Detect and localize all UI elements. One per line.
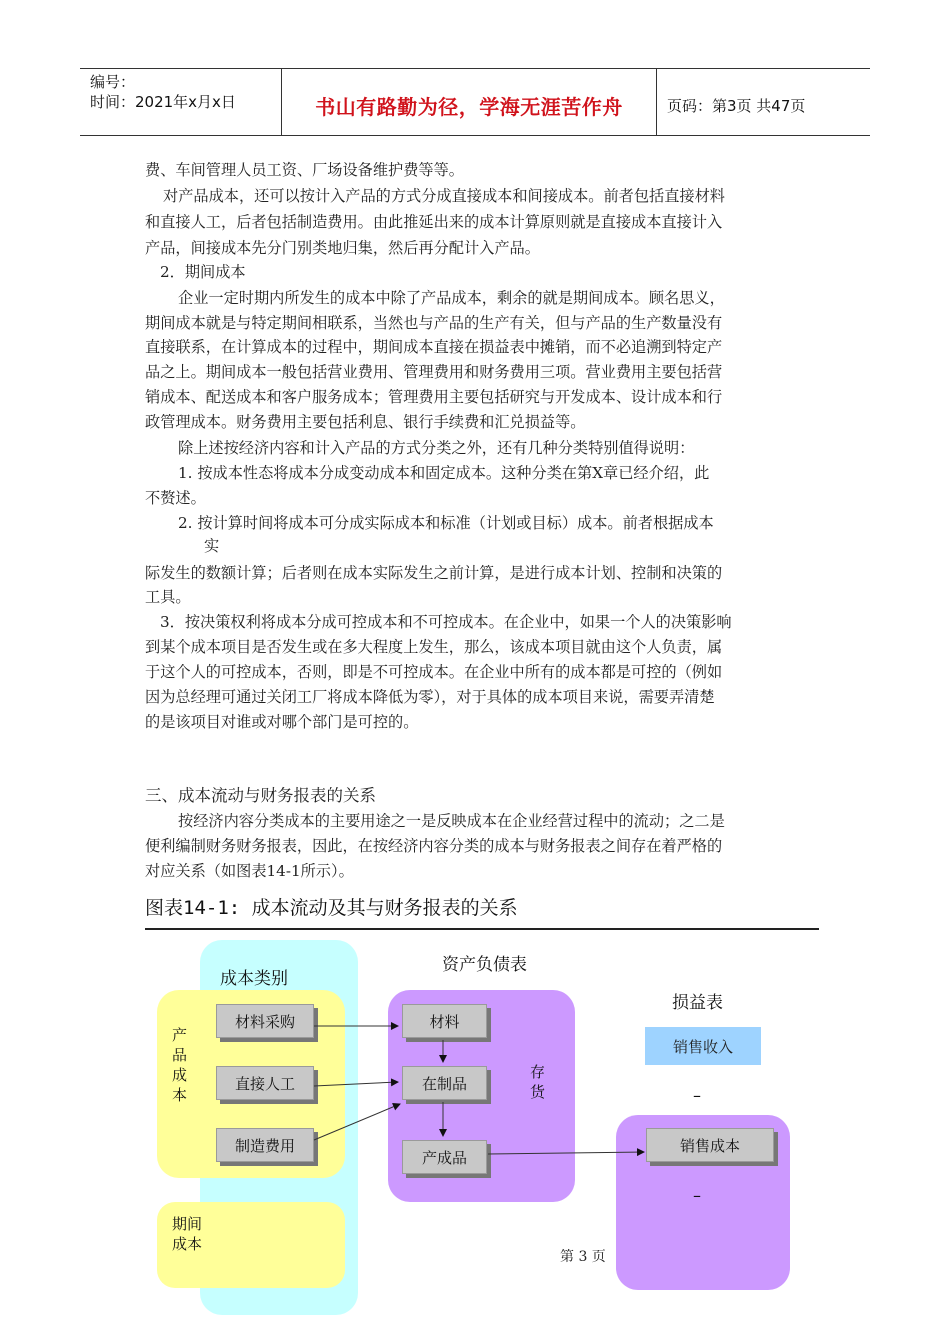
page-info: 页码：第3页 共47页 (667, 97, 806, 115)
body-line: 期间成本就是与特定期间相联系，当然也与产品的生产有关，但与产品的生产数量没有 (145, 314, 723, 332)
body-line: 因为总经理可通过关闭工厂将成本降低为零），对于具体的成本项目来说，需要弄清楚 (145, 688, 715, 706)
cost-of-sales-box: 销售成本 (646, 1128, 774, 1162)
body-line: 直接联系，在计算成本的过程中，期间成本直接在损益表中摊销，而不必追溯到特定产 (145, 338, 723, 356)
document-number: 编号： (90, 73, 136, 91)
body-line: 品之上。期间成本一般包括营业费用、管理费用和财务费用三项。营业费用主要包括营 (145, 363, 723, 381)
sales-revenue-box: 销售收入 (645, 1027, 761, 1065)
arrow-overhead-to-wip (314, 1104, 400, 1140)
body-line: 企业一定时期内所发生的成本中除了产品成本，剩余的就是期间成本。顾名思义， (178, 289, 725, 307)
arrow-finished-to-cost-of-sales (488, 1152, 644, 1154)
materials-purchase-box: 材料采购 (216, 1004, 314, 1038)
balance-sheet-label: 资产负债表 (442, 955, 527, 975)
body-line: 对产品成本，还可以按计入产品的方式分成直接成本和间接成本。前者包括直接材料 (163, 187, 725, 205)
body-line: 的是该项目对谁或对哪个部门是可控的。 (145, 713, 419, 731)
direct-labor-box: 直接人工 (216, 1066, 314, 1100)
body-line: 政管理成本。财务费用主要包括利息、银行手续费和汇兑损益等。 (145, 413, 586, 431)
body-line: 费、车间管理人员工资、厂场设备维护费等等。 (145, 161, 464, 179)
body-line: 产品，间接成本先分门别类地归集，然后再分配计入产品。 (145, 239, 540, 257)
body-list-item: 3．按决策权利将成本分成可控成本和不可控成本。在企业中，如果一个人的决策影响 (160, 613, 732, 631)
work-in-process-box: 在制品 (402, 1066, 487, 1100)
income-statement-label: 损益表 (672, 993, 723, 1013)
header-motto: 书山有路勤为径，学海无涯苦作舟 (315, 95, 623, 119)
cost-category-label: 成本类别 (220, 969, 288, 989)
body-line: 到某个成本项目是否发生或在多大程度上发生，那么，该成本项目就由这个人负责，属 (145, 638, 723, 656)
body-line: 销成本、配送成本和客户服务成本；管理费用主要包括研究与开发成本、设计成本和行 (145, 388, 723, 406)
document-time: 时间：2021年x月x日 (90, 93, 236, 111)
minus-sign: – (693, 1086, 701, 1105)
materials-box: 材料 (402, 1004, 487, 1038)
body-line: 除上述按经济内容和计入产品的方式分类之外，还有几种分类特别值得说明： (178, 439, 695, 457)
manufacturing-overhead-box: 制造费用 (216, 1128, 314, 1162)
period-cost-label: 期间成本 (172, 1215, 203, 1253)
body-line: 按经济内容分类成本的主要用途之一是反映成本在企业经营过程中的流动；之二是 (178, 812, 725, 830)
minus-sign: – (693, 1186, 701, 1205)
page-footer: 第 3 页 (560, 1249, 606, 1265)
product-cost-label: 产品成本 (172, 1026, 188, 1104)
section-title: 三、成本流动与财务报表的关系 (145, 786, 376, 805)
body-line: 和直接人工，后者包括制造费用。由此推延出来的成本计算原则就是直接成本直接计入 (145, 213, 723, 231)
body-line: 工具。 (145, 588, 191, 606)
body-list-item: 1. 按成本性态将成本分成变动成本和固定成本。这种分类在第X章已经介绍，此 (178, 464, 710, 482)
body-list-item: 2. 按计算时间将成本可分成实际成本和标准（计划或目标）成本。前者根据成本 (178, 514, 714, 532)
body-line: 实 (204, 537, 220, 555)
body-line: 于这个人的可控成本，否则，即是不可控成本。在企业中所有的成本都是可控的（例如 (145, 663, 723, 681)
body-line: 际发生的数额计算；后者则在成本实际发生之前计算，是进行成本计划、控制和决策的 (145, 564, 723, 582)
body-line: 不赘述。 (145, 489, 206, 507)
body-line: 对应关系（如图表14-1所示）。 (145, 862, 354, 880)
inventory-label: 存货 (530, 1063, 546, 1101)
figure-title: 图表14-1: 成本流动及其与财务报表的关系 (145, 897, 518, 919)
body-line: 便利编制财务财务报表，因此，在按经济内容分类的成本与财务报表之间存在着严格的 (145, 837, 723, 855)
body-heading: 2．期间成本 (160, 263, 246, 281)
arrow-labor-to-wip (314, 1082, 398, 1086)
finished-goods-box: 产成品 (402, 1140, 487, 1174)
